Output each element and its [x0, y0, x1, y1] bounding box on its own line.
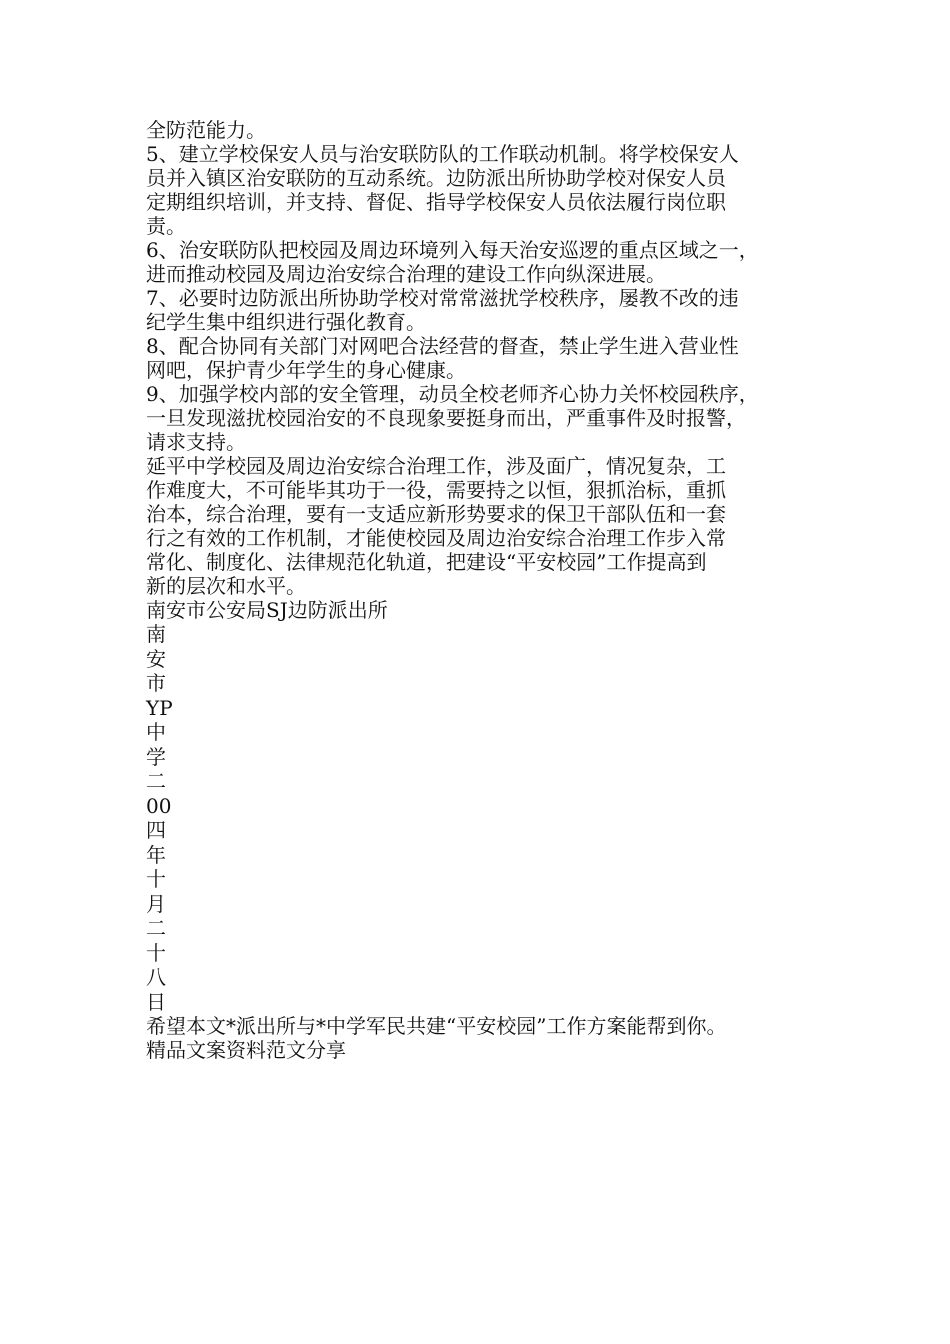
signature-char: 安: [146, 646, 166, 671]
signature-char: 年: [146, 842, 166, 867]
signature-char: 中: [146, 720, 166, 744]
body-line: 网吧，保护青少年学生的身心健康。: [146, 358, 466, 382]
signature-char: 南: [146, 622, 166, 646]
body-line: 常化、制度化、法律规范化轨道，把建设“平安校园”工作提高到: [146, 550, 707, 574]
body-line: 5、建立学校保安人员与治安联防队的工作联动机制。将学校保安人: [146, 142, 739, 166]
signature-char: 00: [146, 793, 172, 818]
signature-char: 月: [146, 891, 166, 916]
body-line: 7、必要时边防派出所协助学校对常常滋扰学校秩序，屡教不改的违: [146, 286, 739, 310]
vertical-signature: [146, 622, 826, 1014]
body-line: 全防范能力。: [146, 118, 266, 142]
body-line: 员并入镇区治安联防的互动系统。边防派出所协助学校对保安人员: [146, 166, 726, 190]
closing-line: 精品文案资料范文分享: [146, 1038, 346, 1062]
signature-char: 四: [146, 818, 166, 842]
signature-char: 二: [146, 769, 166, 793]
body-line: 进而推动校园及周边治安综合治理的建设工作向纵深进展。: [146, 262, 666, 286]
signature-char: 学: [146, 744, 166, 769]
body-line: 延平中学校园及周边治安综合治理工作，涉及面广，情况复杂，工: [146, 454, 726, 478]
signature-char: 十: [146, 867, 166, 891]
body-line: 8、配合协同有关部门对网吧合法经营的督查，禁止学生进入营业性: [146, 334, 739, 358]
body-line: 新的层次和水平。: [146, 574, 306, 598]
body-line: 9、加强学校内部的安全管理，动员全校老师齐心协力关怀校园秩序，: [146, 382, 759, 406]
body-line: 作难度大，不可能毕其功于一役，需要持之以恒，狠抓治标，重抓: [146, 478, 726, 502]
closing-text: [146, 1014, 826, 1062]
body-line: 责。: [146, 214, 186, 238]
body-line: 一旦发现滋扰校园治安的不良现象要挺身而出，严重事件及时报警，: [146, 406, 746, 430]
signature-char: YP: [146, 695, 173, 720]
document-page: [146, 118, 826, 1062]
signature-char: 十: [146, 940, 166, 965]
body-text: [146, 118, 826, 598]
body-line: 治本，综合治理，要有一支适应新形势要求的保卫干部队伍和一套: [146, 502, 726, 526]
signature-char: 市: [146, 671, 166, 695]
body-line: 行之有效的工作机制，才能使校园及周边治安综合治理工作步入常: [146, 526, 726, 550]
signature-char: 八: [146, 965, 166, 989]
closing-line: 希望本文*派出所与*中学军民共建“平安校园”工作方案能帮到你。: [146, 1014, 727, 1038]
signature-line: 南安市公安局SJ边防派出所: [146, 598, 388, 622]
body-line: 请求支持。: [146, 430, 246, 454]
signature-char: 日: [146, 989, 166, 1014]
signature-char: 二: [146, 916, 166, 940]
body-line: 纪学生集中组织进行强化教育。: [146, 310, 426, 334]
body-line: 定期组织培训，并支持、督促、指导学校保安人员依法履行岗位职: [146, 190, 726, 214]
body-line: 6、治安联防队把校园及周边环境列入每天治安巡逻的重点区域之一，: [146, 238, 759, 262]
